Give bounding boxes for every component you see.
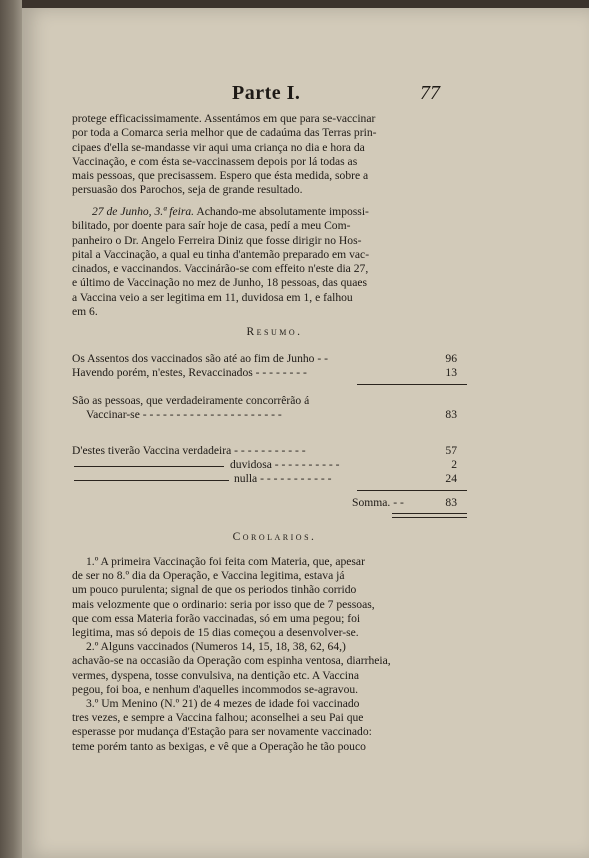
double-rule <box>392 517 467 518</box>
ditto-rule <box>74 466 224 467</box>
resumo-value: 57 <box>445 444 457 457</box>
resumo-label: Vaccinar-se - - - - - - - - - - - - - - - - - - - - - <box>86 408 282 421</box>
resumo-value: 96 <box>445 352 457 365</box>
corolarios-text <box>72 555 477 754</box>
text-line: tres vezes, e sempre a Vaccina falhou; aconselhei a seu Pai que <box>72 711 364 725</box>
text-line: 1.º A primeira Vaccinação foi feita com Materia, que, apesar <box>86 555 365 568</box>
text-line: um pouco purulenta; signal de que os periodos tinhão corrido <box>72 583 357 597</box>
text-line: panheiro o Dr. Angelo Ferreira Diniz que fosse dirigir no Hos- <box>72 233 362 247</box>
text-line: protege efficacissimamente. Assentámos em que para se-vaccinar <box>72 112 376 125</box>
text-line: persuasão dos Parochos, seja de grande resultado. <box>72 183 303 197</box>
text-line: esperasse por mudança d'Estação para ser novamente vaccinado: <box>72 725 372 739</box>
text-line: achavão-se na occasião da Operação com espinha ventosa, diarrheia, <box>72 654 391 668</box>
book-gutter <box>0 0 22 858</box>
resumo-value: 83 <box>445 496 457 509</box>
text-line: cipaes d'ella se-mandasse vir aqui uma criança no dia e hora da <box>72 140 365 154</box>
sum-rule <box>357 490 467 491</box>
page-number: 77 <box>420 82 440 104</box>
entry-date: 27 de Junho, 3.ª feira. <box>92 205 195 218</box>
resumo-label: nulla - - - - - - - - - - - <box>234 472 332 485</box>
text-line: legitima, mas só depois de 15 dias começou a desenvolver-se. <box>72 626 359 640</box>
text-line: pegou, foi boa, e nenhum d'aquelles incommodos se-agravou. <box>72 682 359 696</box>
text-line: pital a Vaccinação, a qual eu tinha d'antemão preparado em vac- <box>72 247 370 261</box>
text-line: por toda a Comarca seria melhor que de cadaúma das Terras prin- <box>72 126 377 140</box>
text-line: teme porém tanto as bexigas, e vê que a Operação he tão pouco <box>72 739 366 753</box>
resumo-value: 24 <box>445 472 457 485</box>
text-line: 3.º Um Menino (N.º 21) de 4 mezes de idade foi vaccinado <box>86 697 360 711</box>
text-line: mais velozmente que o ordinario: seria por isso que de 7 pessoas, <box>72 597 375 611</box>
text-line: bilitado, por doente para saír hoje de casa, pedí a meu Com- <box>72 219 351 233</box>
text-line: 2.º Alguns vaccinados (Numeros 14, 15, 18, 38, 62, 64,) <box>86 640 346 654</box>
resumo-label: D'estes tiverão Vaccina verdadeira - - - - - - - - - - - <box>72 444 306 457</box>
text-fragment: Achando-me absolutamente impossi- <box>194 205 369 218</box>
text-line: Vaccinação, e com ésta se-vaccinassem depois por lá todas as <box>72 154 358 168</box>
text-line: e último de Vaccinação no mez de Junho, 18 pessoas, das quaes <box>72 276 368 290</box>
text-line <box>72 205 477 219</box>
resumo-label: São as pessoas, que verdadeiramente concorrêrão á <box>72 394 310 407</box>
resumo-value: 13 <box>445 366 457 379</box>
resumo-value: 83 <box>445 408 457 421</box>
double-rule <box>392 513 467 514</box>
resumo-label: Havendo porém, n'estes, Revaccinados - - - - - - - - <box>72 366 307 379</box>
resumo-label: Somma. - - <box>352 496 404 509</box>
resumo-value: 2 <box>451 458 457 471</box>
running-header-title: Parte I. <box>232 82 301 104</box>
resumo-heading: Resumo. <box>246 326 303 338</box>
resumo-label: duvidosa - - - - - - - - - - <box>230 458 340 471</box>
text-line: vermes, dyspena, tosse convulsiva, na dentição etc. A Vaccina <box>72 668 359 682</box>
paragraph-1 <box>72 112 477 198</box>
corolarios-heading: Corolarios. <box>232 531 317 543</box>
text-line: que com essa Materia forão vaccinadas, só em uma pegou; foi <box>72 611 361 625</box>
text-line: cinados, e vaccinandos. Vaccinárão-se com effeito n'este dia 27, <box>72 262 369 276</box>
paragraph-2 <box>72 205 477 319</box>
ditto-rule <box>74 480 229 481</box>
sum-rule <box>357 384 467 385</box>
text-line: em 6. <box>72 305 98 319</box>
book-page <box>22 8 589 858</box>
text-line: a Vaccina veio a ser legitima em 11, duvidosa em 1, e falhou <box>72 290 353 304</box>
text-line: de ser no 8.º dia da Operação, e Vaccina legitima, estava já <box>72 569 345 583</box>
text-line: mais pessoas, que precisassem. Espero que ésta medida, sobre a <box>72 169 369 183</box>
resumo-label: Os Assentos dos vaccinados são até ao fim de Junho - - <box>72 352 328 365</box>
